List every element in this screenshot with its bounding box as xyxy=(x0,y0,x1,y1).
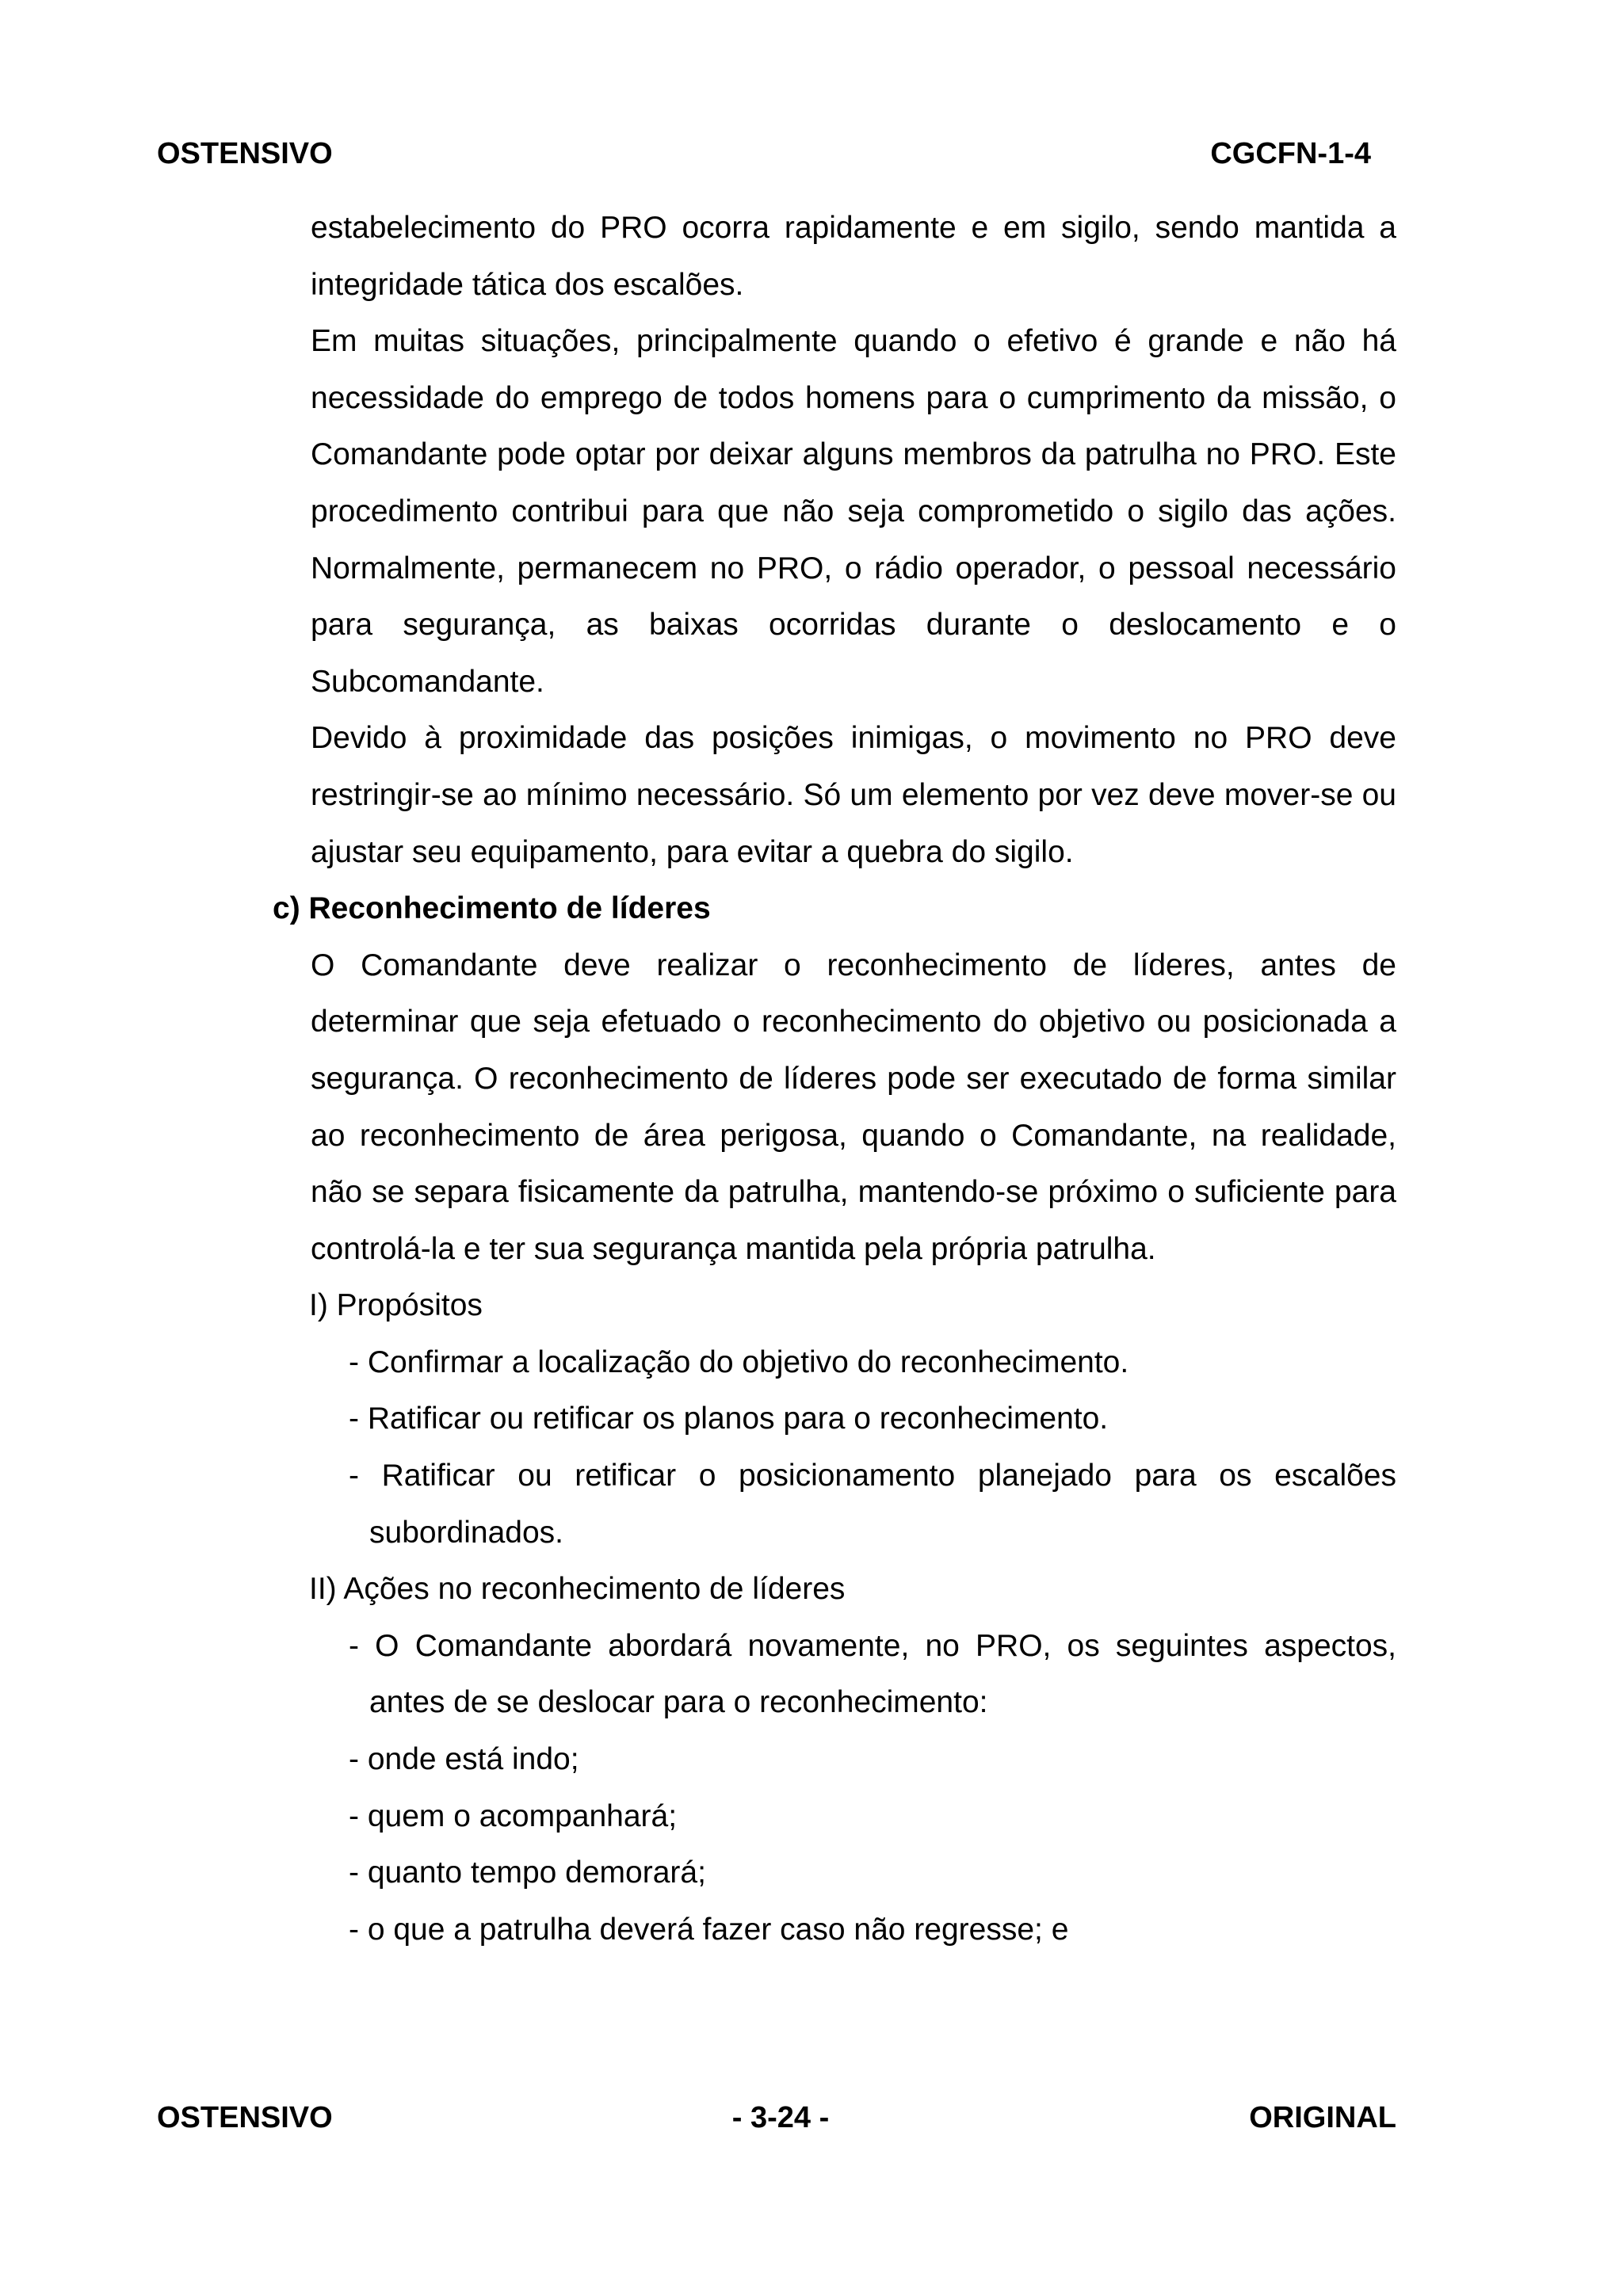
header-classification: OSTENSIVO xyxy=(157,137,333,170)
paragraph-pro-members: Em muitas situações, principalmente quando o efetivo é grande e não há necessidade do emprego de todos homens para o cumprimento da missão, o Comandante pode optar por deixar alguns membros da patrulha no PRO. Este procedimento contribui para que não seja comprometido o sigilo das ações. Normalmente, permanecem no PRO, o rádio operador, o pessoal necessário para segurança, as baixas ocorridas durante o deslocamento e o Subcomandante. xyxy=(311,324,1396,699)
footer-classification: OSTENSIVO xyxy=(157,2101,333,2134)
list-item-action: - onde está indo; xyxy=(349,1742,579,1777)
list-item-action: - O Comandante abordará novamente, no PRO, os seguintes aspectos, antes de se deslocar para o reconhecimento: xyxy=(349,1628,1396,1720)
section-heading-leaders-recon: c) Reconhecimento de líderes xyxy=(273,891,711,926)
paragraph-pro-movement: Devido à proximidade das posições inimigas, o movimento no PRO deve restringir-se ao mínimo necessário. Só um elemento por vez deve mover-se ou ajustar seu equipamento, para evitar a quebra do sigilo. xyxy=(311,721,1396,869)
subheading-purposes: I) Propósitos xyxy=(309,1288,483,1323)
list-item-action: - quanto tempo demorará; xyxy=(349,1855,706,1890)
list-item-action: - quem o acompanhará; xyxy=(349,1798,678,1833)
page-number: - 3-24 - xyxy=(731,2101,830,2134)
list-item-action: - o que a patrulha deverá fazer caso não regresse; e xyxy=(349,1912,1069,1947)
page-body xyxy=(273,200,1396,1958)
list-item-purpose: - Ratificar ou retificar o posicionamento planejado para os escalões subordinados. xyxy=(349,1459,1396,1550)
list-item-purpose: - Ratificar ou retificar os planos para o reconhecimento. xyxy=(349,1402,1109,1436)
subheading-actions: II) Ações no reconhecimento de líderes xyxy=(309,1572,846,1607)
list-item-purpose: - Confirmar a localização do objetivo do reconhecimento. xyxy=(349,1344,1129,1379)
paragraph-pro-establishment: estabelecimento do PRO ocorra rapidamente e em sigilo, sendo mantida a integridade tática dos escalões. xyxy=(311,211,1396,302)
paragraph-leaders-recon: O Comandante deve realizar o reconhecimento de líderes, antes de determinar que seja efetuado o reconhecimento do objetivo ou posicionada a segurança. O reconhecimento de líderes pode ser executado de forma similar ao reconhecimento de área perigosa, quando o Comandante, na realidade, não se separa fisicamente da patrulha, mantendo-se próximo o suficiente para controlá-la e ter sua segurança mantida pela própria patrulha. xyxy=(311,948,1396,1266)
header-document-code: CGCFN-1-4 xyxy=(1210,137,1371,170)
footer-edition: ORIGINAL xyxy=(1249,2101,1396,2134)
